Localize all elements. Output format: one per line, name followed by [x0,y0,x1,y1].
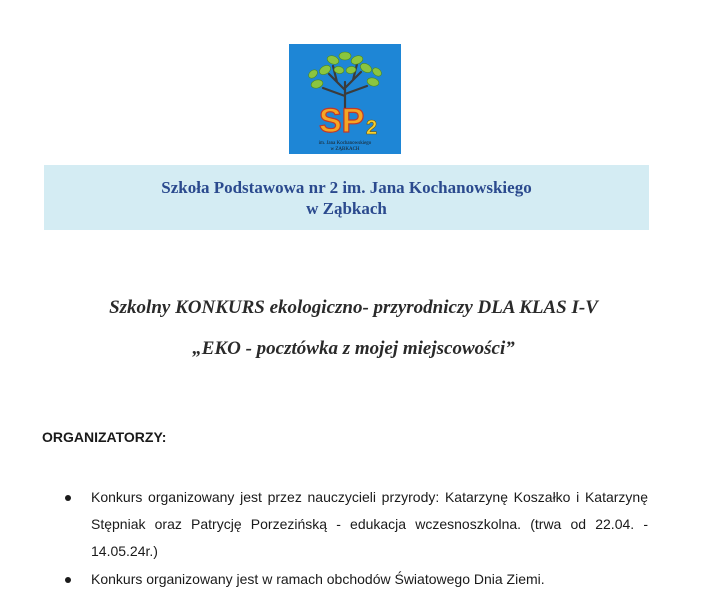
contest-title-line1: Szkolny KONKURS ekologiczno- przyrodniczy DLA KLAS I-V [109,297,598,318]
list-item-text: Konkurs organizowany jest w ramach obchodów Światowego Dnia Ziemi. [91,571,545,587]
bullet-icon [65,495,71,501]
svg-text:im. Jana Kochanowskiego: im. Jana Kochanowskiego [318,141,372,146]
bullet-icon [65,577,71,583]
svg-text:SP: SP [319,102,365,140]
school-logo [289,44,401,154]
contest-title-line2: „EKO - pocztówka z mojej miejscowości” [192,338,515,359]
organizers-list [63,484,648,593]
tree-logo-icon [289,44,401,154]
school-name-line2: w Ząbkach [306,199,387,218]
list-item [63,484,648,565]
svg-text:2: 2 [366,117,378,139]
list-item [63,566,648,593]
list-item-text: Konkurs organizowany jest przez nauczycieli przyrody: Katarzynę Koszałko i Katarzynę Stępniak oraz Patrycję Porzezińską - edukacja wczesnoszkolna. (trwa od 22.04. - 14.05.24r.) [91,489,648,559]
organizers-heading: ORGANIZATORZY: [42,429,167,445]
school-name-banner [44,165,649,230]
school-name-line1: Szkoła Podstawowa nr 2 im. Jana Kochanowskiego [161,178,532,197]
svg-text:w ZĄBKACH: w ZĄBKACH [330,147,360,152]
